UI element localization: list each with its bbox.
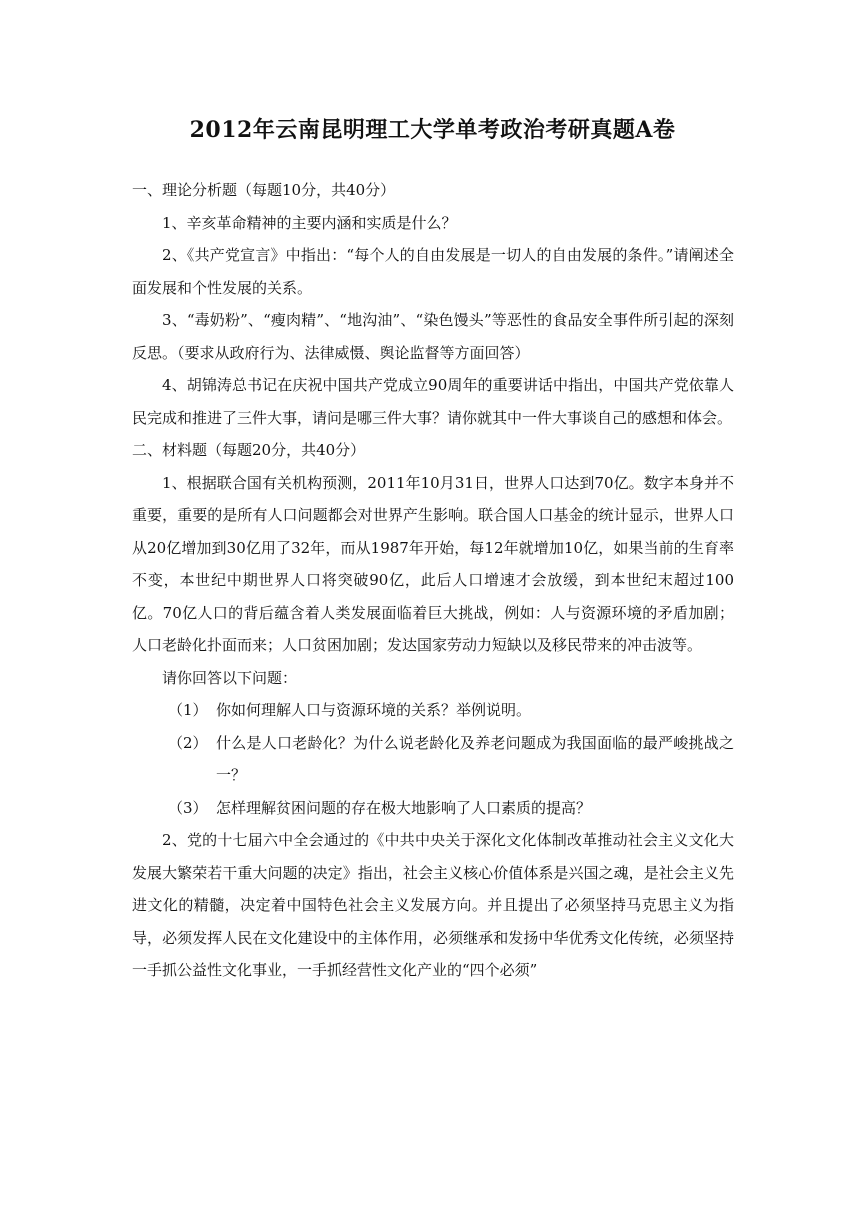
material-1-text: 1、根据联合国有关机构预测，2011年10月31日，世界人口达到70亿。数字本身并不重要，重要的是所有人口问题都会对世界产生影响。联合国人口基金的统计显示，世界人口从20亿增加到30亿用了32年，而从1987年开始，每12年就增加10亿，如果当前的生育率不变，本世纪中期世界人口将突破90亿，此后人口增速才会放缓，到本世纪末超过100亿。70亿人口的背后蕴含着人类发展面临着巨大挑战，例如：人与资源环境的矛盾加剧；人口老龄化扑面而来；人口贫困加剧；发达国家劳动力短缺以及移民带来的冲击波等。 (132, 473, 734, 654)
section-1-heading: 一、理论分析题（每题10分，共40分） (132, 181, 396, 199)
sub-question-text: 你如何理解人口与资源环境的关系？举例说明。 (216, 701, 532, 719)
page-title: 2012年云南昆明理工大学单考政治考研真题A卷 (189, 117, 676, 143)
sub-question-number: （1） (168, 701, 208, 719)
question-1-1: 1、辛亥革命精神的主要内涵和实质是什么？ (162, 213, 457, 232)
sub-question-text: 怎样理解贫困问题的存在极大地影响了人口素质的提高？ (216, 798, 592, 817)
sub-question-1 (132, 694, 734, 727)
material-2-text: 2、党的十七届六中全会通过的《中共中央关于深化文化体制改革推动社会主义文化大发展大繁荣若干重大问题的决定》指出，社会主义核心价值体系是兴国之魂，是社会主义先进文化的精髓，决定着中国特色社会主义发展方向。并且提出了必须坚持马克思主义为指导，必须发挥人民在文化建设中的主体作用，必须继承和发扬中华优秀文化传统，必须坚持一手抓公益性文化事业，一手抓经营性文化产业的“四个必须” (132, 831, 734, 979)
document-body (132, 174, 734, 987)
sub-question-number: （3） (168, 798, 208, 817)
sub-question-text: 什么是人口老龄化？为什么说老龄化及养老问题成为我国面临的最严峻挑战之一？ (216, 733, 734, 784)
question-1-4: 4、胡锦涛总书记在庆祝中国共产党成立90周年的重要讲话中指出，中国共产党依靠人民完成和推进了三件大事，请问是哪三件大事？请你就其中一件大事谈自己的感想和体会。 (132, 376, 734, 427)
question-1-3: 3、“毒奶粉”、“瘦肉精”、“地沟油”、“染色馒头”等恶性的食品安全事件所引起的深刻反思。（要求从政府行为、法律威慑、舆论监督等方面回答） (132, 311, 734, 362)
section-2-heading: 二、材料题（每题20分，共40分） (132, 441, 366, 459)
sub-question-3 (132, 792, 734, 825)
sub-question-number: （2） (168, 733, 208, 752)
sub-question-2 (132, 727, 734, 792)
answer-prompt: 请你回答以下问题： (162, 668, 298, 687)
question-1-2: 2、《共产党宣言》中指出：“每个人的自由发展是一切人的自由发展的条件。”请阐述全面发展和个性发展的关系。 (132, 246, 734, 297)
